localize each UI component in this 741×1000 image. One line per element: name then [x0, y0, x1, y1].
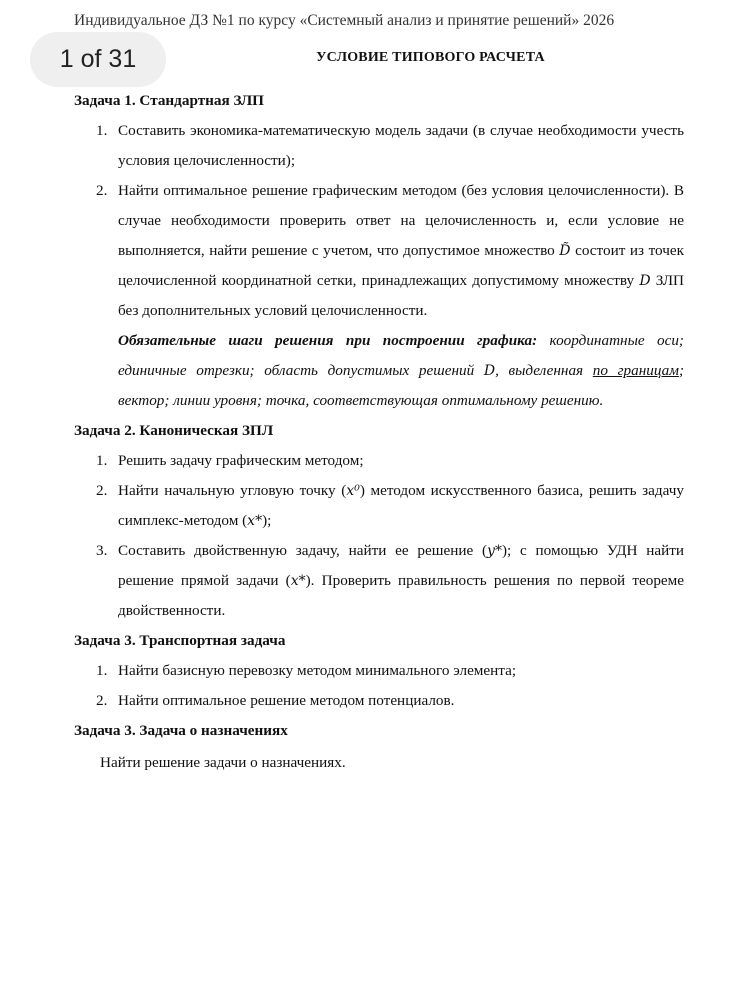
item-number: 2. [96, 692, 108, 709]
task1-item-2 [74, 176, 684, 326]
task3-heading: Задача 3. Транспортная задача [74, 632, 286, 649]
task2-item-1 [74, 446, 684, 476]
item-text: ). Проверить правильность решения по первой теореме двойственности. [118, 572, 685, 619]
task3-item-1 [74, 656, 684, 686]
item-text: Решить задачу графическим методом; [118, 452, 364, 469]
math-symbol: y* [487, 543, 502, 559]
task2-item-2 [74, 476, 684, 536]
item-number: 1. [96, 452, 108, 469]
note-text: координатные оси; единичные отрезки; область допустимых решений [118, 332, 684, 379]
task1-note [74, 326, 684, 416]
item-text: Составить двойственную задачу, найти ее решение ( [118, 542, 488, 559]
task2-heading: Задача 2. Каноническая ЗПЛ [74, 422, 274, 439]
document-header: Индивидуальное ДЗ №1 по курсу «Системный анализ и принятие решений» 2026 [74, 12, 615, 29]
item-text: Найти оптимальное решение методом потенциалов. [118, 692, 455, 709]
item-number: 2. [96, 182, 108, 199]
item-number: 3. [96, 542, 108, 559]
task3-item-2 [74, 686, 684, 716]
math-symbol: x* [290, 573, 306, 589]
item-number: 1. [96, 122, 108, 139]
item-text: ); с помощью УДН найти решение прямой задачи ( [118, 542, 684, 589]
note-text: ; вектор; линии уровня; точка, соответствующая оптимальному решению. [118, 362, 684, 409]
note-bold-lead: Обязательные шаги решения при построении графика: [118, 332, 538, 349]
item-text: ); [262, 512, 272, 529]
math-symbol-d: D [483, 363, 496, 379]
item-text: ЗЛП без дополнительных условий целочисленности. [118, 272, 684, 319]
task1-list [74, 116, 684, 326]
task3-list [74, 656, 684, 716]
math-symbol-d-tilde: D̃ [559, 243, 571, 259]
item-text: Составить экономика-математическую модель задачи (в случае необходимости учесть условия целочисленности); [118, 122, 684, 169]
page-title: УСЛОВИЕ ТИПОВОГО РАСЧЕТА [316, 50, 545, 65]
document-body [74, 86, 684, 778]
page-counter-badge[interactable]: 1 of 31 [30, 32, 166, 87]
item-text: ) методом искусственного базиса, решить задачу симплекс-методом ( [118, 482, 684, 529]
task2-item-3 [74, 536, 684, 626]
task1-item-1 [74, 116, 684, 176]
task2-list [74, 446, 684, 626]
item-number: 1. [96, 662, 108, 679]
task4-heading: Задача 3. Задача о назначениях [74, 722, 288, 739]
note-text: , выделенная [495, 362, 593, 379]
task1-heading: Задача 1. Стандартная ЗЛП [74, 92, 264, 109]
item-text: состоит из точек целочисленной координатной сетки, принадлежащих допустимому множеству [118, 242, 684, 289]
item-text: Найти базисную перевозку методом минимального элемента; [118, 662, 517, 679]
math-symbol: x⁰ [346, 483, 360, 499]
item-number: 2. [96, 482, 108, 499]
item-text: Найти начальную угловую точку ( [118, 482, 347, 499]
item-text: Найти оптимальное решение графическим методом (без условия целочисленности). В случае необходимости проверить ответ на целочисленность и, если условие не выполняется, найти решение с учетом, что допустимое множество [118, 182, 684, 259]
math-symbol: x* [247, 513, 263, 529]
math-symbol-d: D [639, 273, 651, 289]
task4-text: Найти решение задачи о назначениях. [100, 754, 346, 771]
note-underlined: по границам [592, 362, 679, 379]
